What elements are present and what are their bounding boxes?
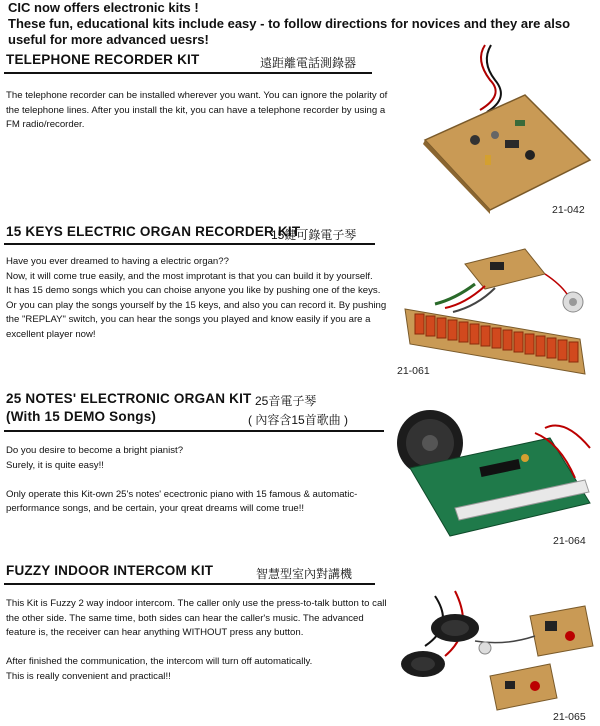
- kit-2-code: 21-061: [397, 365, 430, 377]
- kit-4-paragraph: This Kit is Fuzzy 2 way indoor intercom. The caller only use the press-to-talk button to call the other side. The same time, both sides can hear the caller's music. The advanced feature is, the receiver can hear anything WITHOUT press any button.: [6, 598, 387, 639]
- kit-3-title-cjk: 25音電子琴: [255, 394, 317, 408]
- kit-4-description: [6, 597, 388, 685]
- kit-1-description: [6, 89, 388, 133]
- kit-2-description: [6, 255, 388, 343]
- kit-1-paragraph: The telephone recorder can be installed wherever you want. You can ignore the polarity of the telephone lines. After you install the kit, you can have a telephone recorder by using a FM radio/recorder.: [6, 90, 388, 131]
- kit-1-title-cjk: 遠距離電話測錄器: [260, 56, 357, 70]
- intro-line-1: CIC now offers electronic kits !: [8, 0, 199, 15]
- kit-4-paragraph: After finished the communication, the intercom will turn off automatically.: [6, 656, 313, 668]
- kit-2-divider: [4, 243, 375, 245]
- kit-3-code: 21-064: [553, 535, 586, 547]
- kit-3-divider: [4, 430, 384, 432]
- kit-2-title: 15 KEYS ELECTRIC ORGAN RECORDER KIT: [6, 224, 301, 239]
- kit-1-divider: [4, 72, 372, 74]
- kit-2-paragraph: It has 15 demo songs which you can choise anyone you like by pushing one of the keys.: [6, 285, 381, 297]
- kit-1-title: TELEPHONE RECORDER KIT: [6, 52, 200, 67]
- kit-3-photo: [395, 408, 595, 538]
- kit-3-title-cjk-line-2: ( 內容含15首歌曲 ): [248, 413, 349, 427]
- kit-2-paragraph: Have you ever dreamed to having a electric organ??: [6, 256, 229, 267]
- kit-4-divider: [4, 583, 375, 585]
- kit-4-paragraph: This is really convenient and practical!!: [6, 670, 171, 682]
- kit-2-title-cjk: 15鍵可錄電子琴: [271, 228, 357, 242]
- kit-2-photo: [395, 244, 595, 376]
- kit-1-code: 21-042: [552, 204, 585, 216]
- kit-4-title: FUZZY INDOOR INTERCOM KIT: [6, 563, 214, 578]
- intro-line-2: These fun, educational kits include easy - to follow directions for novices and they are also useful for more advanced uesrs!: [8, 16, 571, 47]
- kit-1-photo: [395, 40, 595, 215]
- kit-3-title-line-2: (With 15 DEMO Songs): [6, 409, 157, 424]
- kit-3-paragraph: Surely, it is quite easy!!: [6, 459, 104, 471]
- kit-4-title-cjk: 智慧型室內對講機: [256, 567, 353, 581]
- kit-4-code: 21-065: [553, 711, 586, 723]
- kit-3-paragraph: Do you desire to become a bright pianist?: [6, 445, 184, 456]
- kit-2-paragraph: Now, it will come true easily, and the most improtant is that you can build it by yourself.: [6, 270, 373, 282]
- kit-3-description: [6, 444, 388, 517]
- kit-4-photo: [395, 586, 595, 711]
- kit-2-paragraph: Or you can play the songs yourself by the 15 keys, and also you can record it. By pushing the "REPLAY" switch, you can hear the songs you played and know easily if you are a excellent player now!: [6, 299, 387, 340]
- kit-4-paragraph: [6, 641, 388, 656]
- kit-3-paragraph: Only operate this Kit-own 25's notes' ecectronic piano with 15 famous & automatic-performance songs, and be certain, your qreat dreams will come true!!: [6, 488, 358, 515]
- kit-3-paragraph: [6, 473, 388, 488]
- kit-3-title: 25 NOTES' ELECTRONIC ORGAN KIT: [6, 391, 252, 406]
